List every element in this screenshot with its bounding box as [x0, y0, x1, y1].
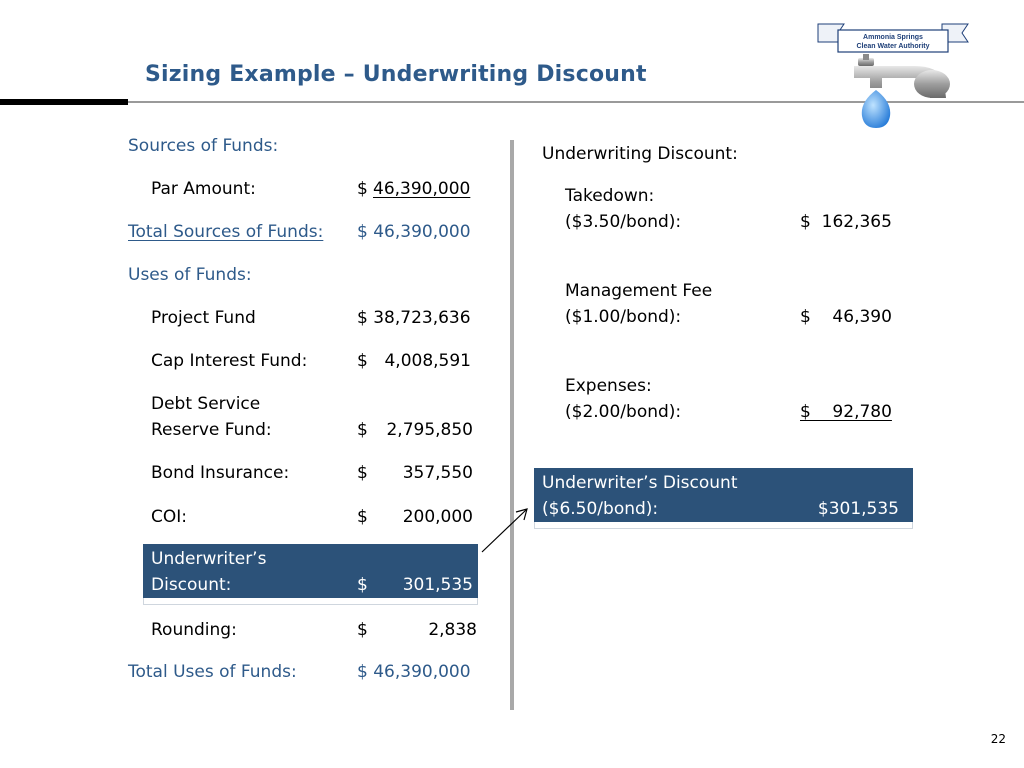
uses-heading: Uses of Funds:	[128, 265, 252, 285]
uw-discount-heading: Underwriting Discount:	[542, 144, 738, 164]
dsrf-label-line-2: Reserve Fund:	[151, 420, 272, 440]
total-sources-value: $ 46,390,000	[357, 222, 471, 242]
uw-total-label-line-2: ($6.50/bond):	[542, 499, 659, 519]
expenses-label-line-2: ($2.00/bond):	[565, 402, 682, 422]
uw-discount-value: 301,535	[402, 575, 473, 595]
mgmt-fee-label-line-1: Management Fee	[565, 281, 713, 301]
uw-total-label-line-1: Underwriter’s Discount	[542, 473, 738, 493]
takedown-value: $ 162,365	[800, 212, 892, 232]
dsrf-value: 2,795,850	[386, 420, 473, 440]
coi-value: 200,000	[402, 507, 473, 527]
takedown-label-line-2: ($3.50/bond):	[565, 212, 682, 232]
uw-discount-highlight	[143, 544, 478, 598]
uw-discount-dollar: $	[357, 575, 368, 595]
uw-total-box-shadow	[534, 522, 913, 529]
par-amount-dollar: $	[357, 179, 368, 199]
connector-arrow-icon	[478, 500, 534, 556]
title-rule-thick	[0, 99, 128, 105]
cap-interest-label: Cap Interest Fund:	[151, 351, 308, 371]
cap-interest-dollar: $	[357, 351, 368, 371]
par-amount-label: Par Amount:	[151, 179, 256, 199]
mgmt-fee-value: $ 46,390	[800, 307, 892, 327]
expenses-value: $ 92,780	[800, 402, 892, 422]
dsrf-label-line-1: Debt Service	[151, 394, 261, 414]
rounding-label: Rounding:	[151, 620, 237, 640]
bond-insurance-dollar: $	[357, 463, 368, 483]
total-uses-label: Total Uses of Funds:	[128, 662, 297, 682]
sources-heading: Sources of Funds:	[128, 136, 279, 156]
cap-interest-value: 4,008,591	[384, 351, 471, 371]
bond-insurance-value: 357,550	[402, 463, 473, 483]
column-divider	[510, 140, 514, 710]
uw-discount-label-line-1: Underwriter’s	[151, 549, 267, 569]
total-uses-value: $ 46,390,000	[357, 662, 471, 682]
uw-discount-total-highlight	[534, 468, 913, 522]
page-number: 22	[990, 732, 1006, 746]
slide-title: Sizing Example – Underwriting Discount	[145, 62, 647, 87]
uw-total-value: $301,535	[817, 499, 899, 519]
ammonia-springs-logo	[814, 18, 972, 130]
takedown-label-line-1: Takedown:	[565, 186, 655, 206]
project-fund-value: $ 38,723,636	[357, 308, 471, 328]
total-sources-row	[128, 219, 471, 245]
coi-label: COI:	[151, 507, 187, 527]
project-fund-label: Project Fund	[151, 308, 256, 328]
dsrf-dollar: $	[357, 420, 368, 440]
coi-dollar: $	[357, 507, 368, 527]
par-amount-value: 46,390,000	[373, 179, 471, 199]
expenses-label-line-1: Expenses:	[565, 376, 652, 396]
rounding-value: 2,838	[428, 620, 477, 640]
logo-line-1: Ammonia Springs	[863, 34, 923, 41]
bond-insurance-label: Bond Insurance:	[151, 463, 290, 483]
uw-discount-box-shadow	[143, 598, 478, 605]
logo-line-2: Clean Water Authority	[856, 43, 930, 50]
uw-discount-label-line-2: Discount:	[151, 575, 232, 595]
mgmt-fee-label-line-2: ($1.00/bond):	[565, 307, 682, 327]
rounding-dollar: $	[357, 620, 368, 640]
total-sources-label: Total Sources of Funds:	[128, 222, 324, 242]
